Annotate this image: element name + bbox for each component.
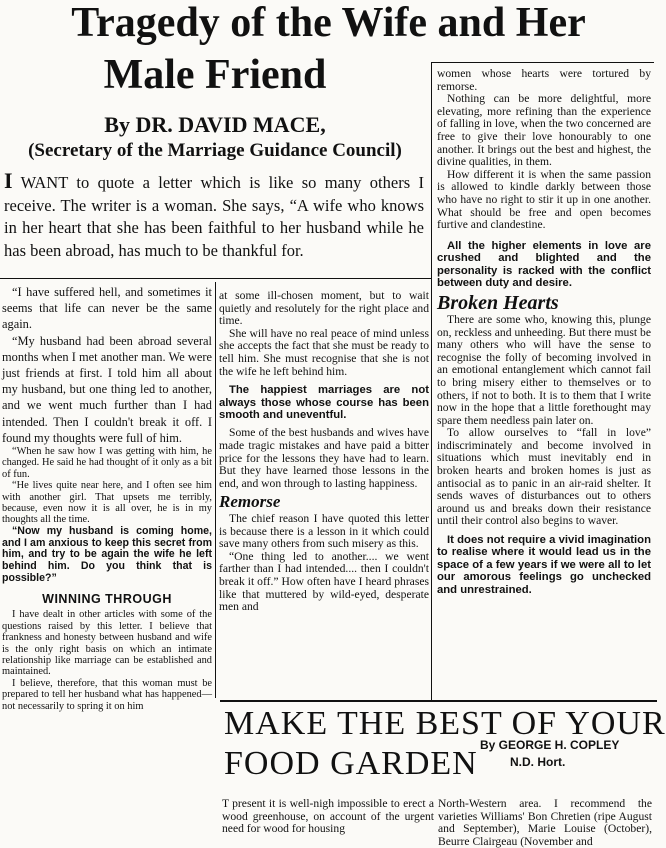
paragraph: Some of the best husbands and wives have made tragic mistakes and have paid a bitter price for the lessons they have had to learn. But they have learned those lessons in the end, and won through to lasting happiness.: [219, 426, 429, 490]
paragraph: I have dealt in other articles with some of the questions raised by this letter. I believe that frankness and honesty between husband and wife is the only right basis on which an intimate relationship like marriage can be established and maintained.: [2, 609, 212, 678]
column-2: [219, 290, 429, 614]
article2-byline-role: N.D. Hort.: [510, 755, 566, 769]
bold-pullquote: The happiest marriages are not always those whose course has been smooth and uneventful.: [219, 384, 429, 421]
paragraph: women whose hearts were tortured by remorse.: [437, 67, 651, 93]
paragraph: I believe, therefore, that this woman must be prepared to tell her husband what has happened—not necessarily to spring it on him: [2, 677, 212, 712]
paragraph: “My husband had been abroad several months when I met another man. We were just friends at first. I told him all about my husband, but one thing led to another, and we went much further than I had intended. Then I couldn't break it off. I found my thoughts were full of him.: [2, 333, 212, 445]
article2-column-2: [438, 797, 652, 848]
paragraph: She will have no real peace of mind unless she accepts the fact that she must be ready to tell him. She must recognise that she is not the wife he left behind him.: [219, 326, 429, 378]
article2-title-line1: MAKE THE BEST OF YOUR: [224, 705, 666, 742]
article-title-line1: Tragedy of the Wife and Her: [71, 0, 586, 46]
article2-title-line2: FOOD GARDEN: [224, 745, 478, 782]
column-3: [437, 68, 651, 596]
article2-byline: By GEORGE H. COPLEY: [480, 738, 620, 752]
paragraph: “I have suffered hell, and sometimes it seems that life can never be the same again.: [2, 285, 212, 332]
paragraph: To allow ourselves to “fall in love” indiscriminately and become involved in situations which must inevitably end in broken hearts and broken homes is just as antisocial as to panic in an air-raid shelter. It sends waves of disturbances out to others around us and breaks down their resistance until their control also begins to waver.: [437, 426, 651, 528]
subhead-remorse: Remorse: [219, 492, 281, 512]
byline: By DR. DAVID MACE,: [104, 112, 326, 137]
column-rule-1: [431, 62, 432, 700]
bold-closing: It does not require a vivid imagination to realise where it would lead us in the space of a few years if we were all to let our amorous feelings go unchecked and unrestrained.: [437, 534, 651, 596]
paragraph: at some ill-chosen moment, but to wait quietly and resolutely for the right place and time.: [219, 289, 429, 328]
bold-quote: “Now my husband is coming home, and I am anxious to keep this secret from him, and try to be again the wife he left behind him. Do you think that is possible?”: [2, 524, 212, 585]
paragraph: “When he saw how I was getting with him, he changed. He said he had thought of it only as a bit of fun.: [2, 446, 212, 480]
byline-role: (Secretary of the Marriage Guidance Council): [28, 140, 402, 161]
horizontal-rule-top: [432, 62, 654, 63]
subhead-broken-hearts: Broken Hearts: [437, 292, 559, 315]
paragraph: “He lives quite near here, and I often see him with another girl. That upsets me terribly, because, even now it is all over, he is in my thoughts all the time.: [2, 480, 212, 526]
intro-paragraph: [4, 170, 424, 262]
column-rule-2: [215, 282, 216, 698]
intro-text: WANT to quote a letter which is like so many others I receive. The writer is a woman. She says, “A wife who knows in her heart that she has been faithful to her husband while he has been abroad, has much to be thankful for.: [4, 173, 424, 260]
horizontal-rule-intro: [0, 278, 431, 279]
paragraph: “One thing led to another.... we went farther than I had intended.... then I couldn't break it off.” How often have I heard phrases like that muttered by wild-eyed, desperate men and: [219, 549, 429, 614]
article2-top-rule: [220, 700, 657, 702]
article2-column-1: [222, 797, 434, 836]
column-1: [2, 284, 212, 712]
paragraph: Nothing can be more delightful, more elevating, more refining than the experience of falling in love, when the two concerned are free to give their love honourably to one another. It brings out the best and highest, the divine qualities, in them.: [437, 92, 651, 169]
paragraph: There are some who, knowing this, plunge on, reckless and unheeding. But there must be many others who will have the sense to recognise the folly of becoming involved in an emotional entanglement which cannot fail to bring misery either to themselves or to others, if not to both. It is to them that I write now in the hope that a little forethought may spare them needless pain later on.: [437, 312, 651, 427]
paragraph: North-Western area. I recommend the varieties Williams' Bon Chretien (ripe August and September), Marie Louise (October), Beurre Clairgeau (November and: [438, 797, 652, 848]
paragraph: The chief reason I have quoted this letter is because there is a lesson in it which could save many others from such misery as this.: [219, 511, 429, 551]
drop-cap: I: [4, 168, 13, 193]
bold-pullquote: All the higher elements in love are crushed and blighted and the personality is racked with the conflict between duty and desire.: [437, 239, 651, 289]
paragraph: How different it is when the same passion is allowed to kindle darkly between those who have no right to stir it up in one another. What should be free and open becomes furtive and clandestine.: [437, 167, 651, 232]
paragraph: T present it is well-nigh impossible to erect a wood greenhouse, on account of the urgent need for wood for housing: [222, 797, 434, 836]
article-title-line2: Male Friend: [103, 52, 327, 98]
subhead-winning-through: WINNING THROUGH: [42, 591, 172, 606]
